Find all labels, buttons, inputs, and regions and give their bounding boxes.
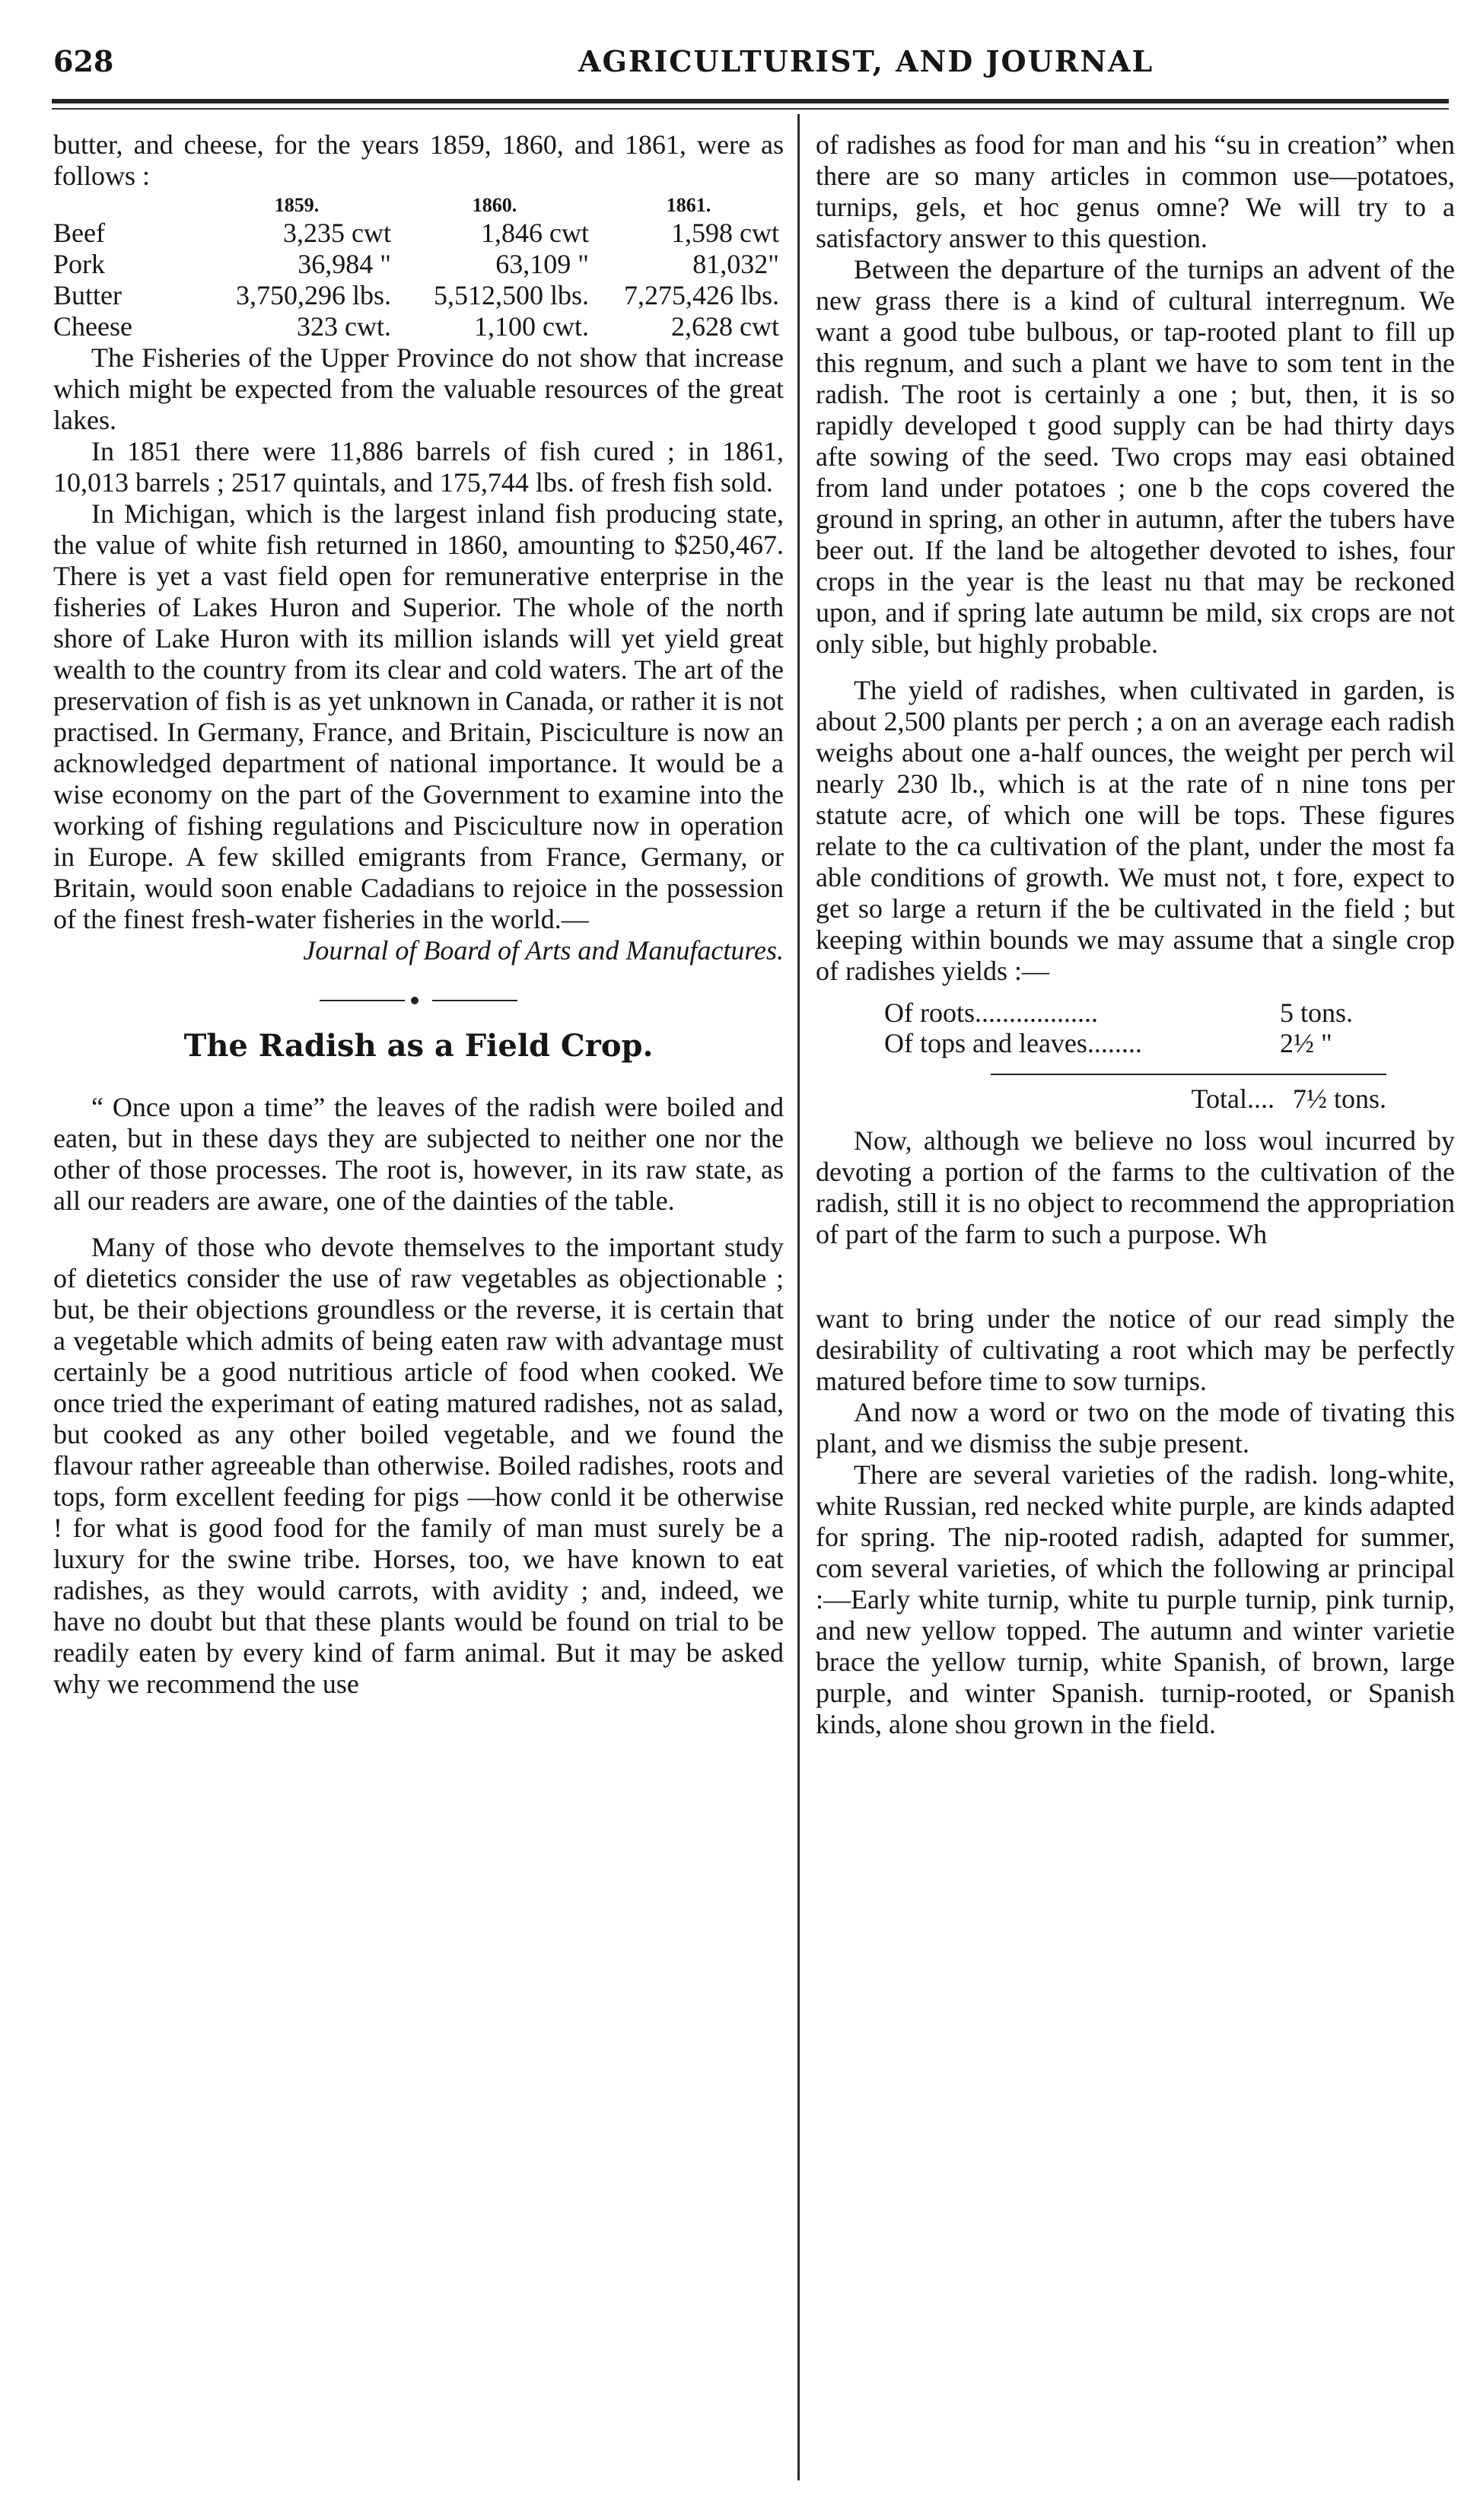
paragraph-interregnum: Between the departure of the turnips an advent of the new grass there is a kind of cultural interregnum. We want a good tube bulbous, or tap-rooted plant to fill up this regnum, and such a plant we have to som tent in the radish. The root is certainly a one ; but, then, it is so rapidly developed t good supply can be had thirty days afte sowing of the seed. Two crops may easi obtained from land under potatoes ; one b the cops covered the ground in spring, an other in autumn, after the tubers have beer out. If the land be altogether devoted to ishes, four crops in the year is the least nu that may be reckoned upon, and if spring late autumn be mild, six crops are not only sible, but highly probable. <box>816 254 1455 659</box>
stats-row-pork <box>53 249 784 280</box>
stats-year-1861: 1861. <box>666 194 711 216</box>
paragraph-notice: want to bring under the notice of our read simply the desirability of cultivating a root which may be perfectly matured before time to sow turnips. <box>816 1303 1455 1396</box>
yield-table <box>884 998 1386 1115</box>
header-rule-thick <box>52 99 1449 103</box>
stats-value: 5,512,500 lbs. <box>433 280 589 310</box>
stats-row-butter <box>53 280 784 311</box>
stats-value: 1,598 cwt <box>671 218 779 248</box>
paragraph-barrels: In 1851 there were 11,886 barrels of fish cured ; in 1861, 10,013 barrels ; 2517 quintals, and 175,744 lbs. of fresh fish sold. <box>53 436 784 498</box>
running-title: AGRICULTURIST, AND JOURNAL <box>578 44 1154 78</box>
paragraph-fisheries: The Fisheries of the Upper Province do not show that increase which might be expected from the valuable resources of the great lakes. <box>53 342 784 435</box>
stats-row-beef <box>53 218 784 249</box>
stats-value: 81,032" <box>692 249 779 279</box>
stats-year-1859: 1859. <box>274 194 320 216</box>
stats-item: Pork <box>53 249 106 279</box>
total-rule <box>991 1074 1386 1075</box>
total-label: Total.... <box>1191 1083 1275 1114</box>
stats-row-cheese <box>53 311 784 342</box>
stats-intro: butter, and cheese, for the years 1859, 1860, and 1861, were as follows : <box>53 129 784 191</box>
yield-row-tops <box>884 1028 1386 1058</box>
yield-total <box>884 1083 1386 1115</box>
paragraph-gap <box>816 660 1455 675</box>
paragraph-no-loss: Now, although we believe no loss woul incurred by devoting a portion of the farms to the cultivation of the radish, still it is no object to recommend the appropriation of part of the farm to such a purpose. Wh <box>816 1125 1455 1249</box>
paragraph-michigan: In Michigan, which is the largest inland fish producing state, the value of white fish returned in 1860, amounting to $250,467. There is yet a vast field open for remunerative enterprise in the fisheries of Lakes Huron and Superior. The whole of the north shore of Lake Huron with its million islands will yet yield great wealth to the country from its clear and cold waters. The art of the preservation of fish is as yet unknown in Canada, or rather it is not practised. In Germany, France, and Britain, Pisciculture is now an acknowledged department of national importance. It would be a wise economy on the part of the Government to examine into the working of fishing regulations and Pisciculture now in operation in Europe. A few skilled emigrants from France, Germany, or Britain, would soon enable Cadadians to rejoice in the possession of the finest fresh-water fisheries in the world.— <box>53 498 784 934</box>
page-number: 628 <box>53 44 114 78</box>
ornament-rule <box>320 1000 405 1001</box>
stats-item: Cheese <box>53 311 132 342</box>
ornament-rule <box>432 1000 517 1001</box>
section-ornament <box>320 997 517 1004</box>
column-divider <box>797 114 800 2480</box>
stats-value: 1,100 cwt. <box>474 311 589 342</box>
paragraph-yield: The yield of radishes, when cultivated in garden, is about 2,500 plants per perch ; a on an average each radish weighs about one a-half ounces, the weight per perch wil nearly 230 lb., which is at the rate of n nine tons per statute acre, of which one will be tops. These figures relate to the ca cultivation of the plant, under the most fa able conditions of growth. We must not, t fore, expect to get so large a return if the be cultivated in the field ; but keeping within bounds we may assume that a single crop of radishes yields :— <box>816 675 1455 986</box>
stats-item: Beef <box>53 218 105 248</box>
page-header <box>53 44 1446 90</box>
ornament-dot <box>411 997 419 1004</box>
stats-year-header <box>53 193 784 218</box>
right-column <box>816 129 1455 1740</box>
yield-label: Of roots.................. <box>884 998 1098 1028</box>
stats-value: 3,750,296 lbs. <box>235 280 391 310</box>
yield-value: 5 tons. <box>1280 998 1354 1028</box>
yield-label: Of tops and leaves........ <box>884 1028 1142 1058</box>
article-title: The Radish as a Field Crop. <box>183 1028 654 1064</box>
paragraph-dietetics: Many of those who devote themselves to the important study of dietetics consider the use of raw vegetables as objectionable ; but, be their objections groundless or the reverse, it is certain that a vegetable which admits of being eaten raw with advantage must certainly be a good nutritious article of food when cooked. We once tried the experimant of eating matured radishes, not as salad, but cooked as any other boiled vegetable, and we found the flavour rather agreeable than otherwise. Boiled radishes, roots and tops, form excellent feeding for pigs —how conld it be otherwise ! for what is good food for the family of man must surely be a luxury for the swine tribe. Horses, too, we have known to eat radishes, as they would carrots, with avidity ; and, indeed, we have no doubt but that these plants would be found on trial to be readily eaten by every kind of farm animal. But it may be asked why we recommend the use <box>53 1232 784 1699</box>
stats-value: 3,235 cwt <box>283 218 391 248</box>
left-column <box>53 129 784 1700</box>
paragraph-gap <box>53 1217 784 1232</box>
yield-row-roots <box>884 998 1386 1028</box>
paragraph-once-upon: “ Once upon a time” the leaves of the radish were boiled and eaten, but in these days they are subjected to neither one nor the other of those processes. The root is, however, in its raw state, as all our readers are aware, one of the dainties of the table. <box>53 1092 784 1216</box>
paragraph-varieties: There are several varieties of the radish. long-white, white Russian, red necked white purple, are kinds adapted for spring. The nip-rooted radish, adapted for summer, com several varieties, of which the following ar principal :—Early white turnip, white tu purple turnip, pink turnip, and new yellow topped. The autumn and winter varietie brace the yellow turnip, white Spanish, of brown, large purple, and winter Spanish. turnip-rooted, or Spanish kinds, alone shou grown in the field. <box>816 1459 1455 1739</box>
stats-value: 36,984 " <box>298 249 391 279</box>
stats-value: 323 cwt. <box>297 311 391 342</box>
total-value: 7½ tons. <box>1292 1083 1386 1114</box>
stats-value: 2,628 cwt <box>671 311 779 342</box>
paragraph-continuation: of radishes as food for man and his “su in creation” when there are so many articles in common use—potatoes, turnips, gels, et hoc genus omne? We will try to a satisfactory answer to this question. <box>816 129 1455 253</box>
stats-year-1860: 1860. <box>472 194 517 216</box>
stats-item: Butter <box>53 280 122 310</box>
paragraph-mode: And now a word or two on the mode of tivating this plant, and we dismiss the subje present. <box>816 1397 1455 1459</box>
citation: Journal of Board of Arts and Manufactures. <box>303 935 784 966</box>
stats-value: 63,109 " <box>495 249 589 279</box>
stats-value: 7,275,426 lbs. <box>623 280 779 310</box>
yield-value: 2½ " <box>1280 1028 1332 1058</box>
paragraph-gap <box>816 1250 1455 1303</box>
stats-value: 1,846 cwt <box>481 218 589 248</box>
header-rule-thin <box>52 108 1449 110</box>
